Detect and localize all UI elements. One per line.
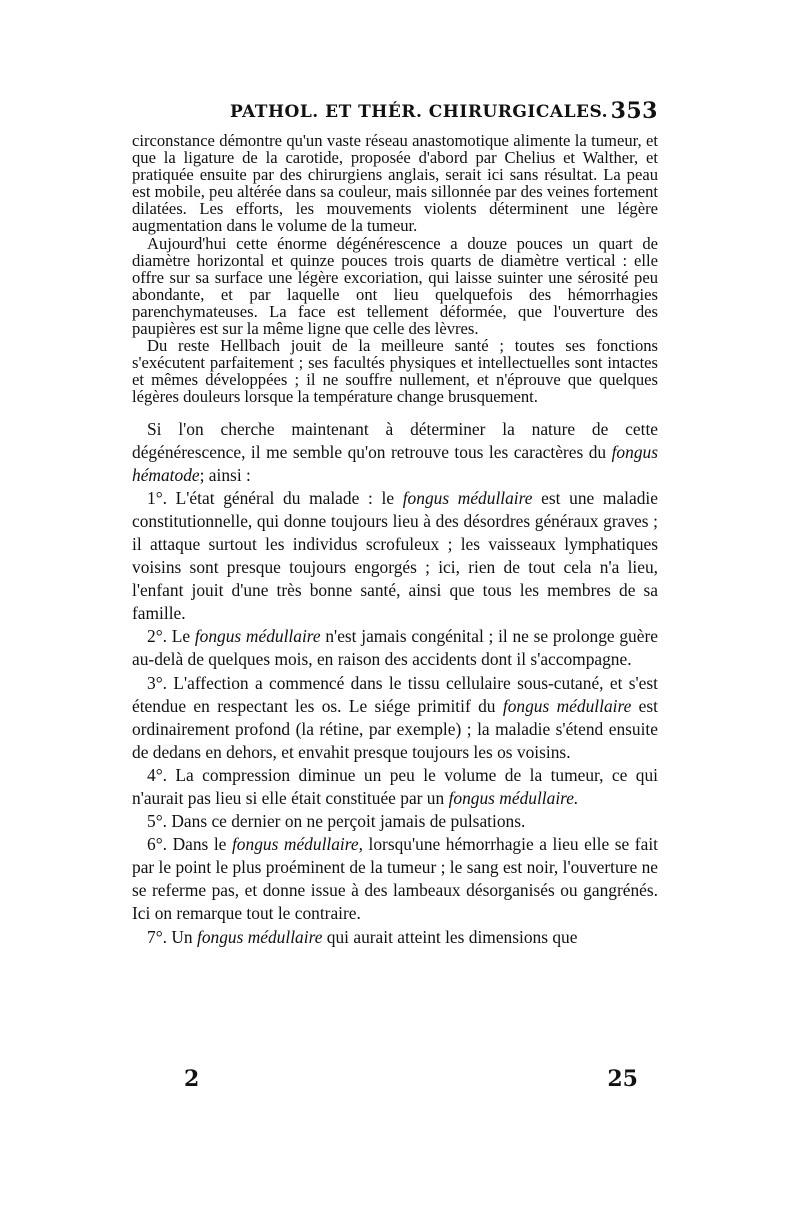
body-text bbox=[132, 132, 658, 949]
paragraph-3: Du reste Hellbach jouit de la meilleure santé ; toutes ses fonctions s'exécutent parfaitement ; ses facultés physiques et intellectuelles sont intactes et mêmes développées ; il ne souffre nullement, et n'éprouve que quelques légères douleurs lorsque la température change brusquement. bbox=[132, 336, 658, 407]
item-term: fongus médullaire bbox=[502, 695, 632, 716]
item-number: 2°. bbox=[147, 626, 167, 647]
signature-mark-right: 25 bbox=[607, 1066, 638, 1092]
item-text-after: est ordinairement profond (la rétine, par exemple) ; la maladie s'étend ensuite de dedans en dehors, et envahit presque toujours les os voisins. bbox=[132, 695, 658, 762]
item-text-after: qui aurait atteint les dimensions que bbox=[326, 926, 578, 947]
item-term: fongus médullaire bbox=[194, 626, 321, 647]
item-term: fongus médullaire bbox=[402, 487, 533, 508]
item-text-before: Dans le bbox=[172, 834, 227, 855]
item-number: 3°. bbox=[147, 672, 167, 693]
intro-tail: ; ainsi : bbox=[199, 464, 251, 485]
item-text-after: est une maladie constitutionnelle, qui donne toujours lieu à des désordres généraux graves ; il attaque surtout les individus scrofuleux ; les vaisseaux lymphatiques voisins sont presque toujours engorgés ; ici, rien de tout cela n'a lieu, l'enfant jouit d'une très bonne santé, ainsi que tous les membres de sa famille. bbox=[132, 487, 658, 624]
list-item bbox=[132, 625, 658, 671]
item-number: 1°. bbox=[147, 487, 167, 508]
item-text-before: L'état général du malade : le bbox=[175, 487, 395, 508]
running-title: PATHOL. ET THÉR. CHIRURGICALES. bbox=[230, 102, 609, 122]
item-number: 7°. bbox=[147, 926, 167, 947]
running-header bbox=[230, 100, 658, 126]
item-term: fongus médullaire, bbox=[231, 834, 363, 855]
list-item bbox=[132, 764, 658, 810]
item-text-before: La compression diminue un peu le volume de la tumeur, ce qui n'aurait pas lieu si elle était constituée par un bbox=[132, 764, 658, 808]
intro-term: fongus hématode bbox=[132, 441, 658, 485]
item-text-before: Dans ce dernier on ne perçoit jamais de pulsations. bbox=[171, 811, 526, 832]
item-number: 6°. bbox=[147, 834, 167, 855]
item-text-before: Le bbox=[171, 626, 191, 647]
item-text-before: Un bbox=[171, 926, 193, 947]
list-item bbox=[132, 833, 658, 925]
list-item bbox=[132, 926, 658, 949]
list-item bbox=[132, 810, 658, 833]
page-footer bbox=[184, 1066, 638, 1092]
paragraph-1: circonstance démontre qu'un vaste réseau anastomotique alimente la tumeur, et que la ligature de la carotide, proposée d'abord par Chelius et Walther, et pratiquée ensuite par des chirurgiens anglais, serait ici sans résultat. La peau est mobile, peu altérée dans sa couleur, mais sillonnée par des veines fortement dilatées. Les efforts, les mouvements violents déterminent une légère augmentation dans le volume de la tumeur. bbox=[132, 131, 658, 236]
item-number: 4°. bbox=[147, 764, 167, 785]
item-number: 5°. bbox=[147, 811, 167, 832]
paragraph-2: Aujourd'hui cette énorme dégénérescence a douze pouces un quart de diamètre horizontal et quinze pouces trois quarts de diamètre vertical : elle offre sur sa surface une légère excoriation, qui laisse suinter une sérosité peu abondante, et par laquelle ont lieu quelquefois des hémorrhagies parenchymateuses. La face est tellement déformée, que l'ouverture des paupières est sur la même ligne que celle des lèvres. bbox=[132, 233, 658, 339]
list-item bbox=[132, 672, 658, 764]
signature-mark-left: 2 bbox=[184, 1066, 200, 1092]
item-text-before: L'affection a commencé dans le tissu cellulaire sous-cutané, et s'est étendue en respectant les os. Le siége primitif du bbox=[132, 672, 658, 716]
item-term: fongus médullaire. bbox=[448, 788, 579, 808]
item-term: fongus médullaire bbox=[196, 926, 323, 947]
list-item bbox=[132, 487, 658, 626]
paragraph-characteristics-intro bbox=[132, 418, 658, 487]
item-text-after: lorsqu'une hémorrhagie a lieu elle se fait par le point le plus proéminent de la tumeur ; le sang est noir, l'ouverture ne se referme pas, et donne issue à des lambeaux désorganisés ou gangrénés. Ici on remarque tout le contraire. bbox=[132, 834, 658, 924]
intro-lead: Si l'on cherche maintenant à déterminer la nature de cette dégénérescence, il me semble qu'on retrouve tous les caractères du bbox=[132, 418, 658, 462]
item-text-after: n'est jamais congénital ; il ne se prolonge guère au-delà de quelques mois, en raison des accidents dont il s'accompagne. bbox=[132, 626, 658, 670]
page-number: 353 bbox=[610, 98, 658, 124]
